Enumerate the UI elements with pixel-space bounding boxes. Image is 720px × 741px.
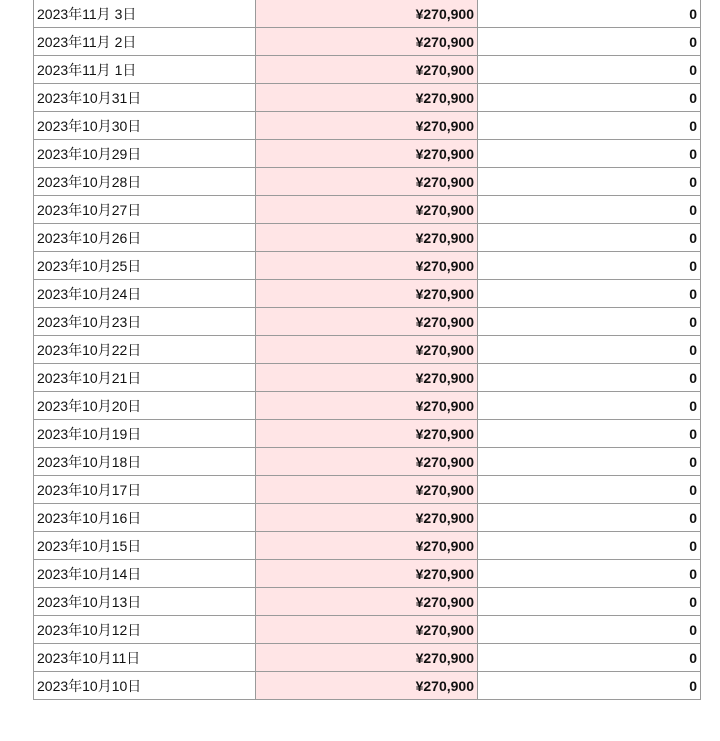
- count-cell: 0: [478, 588, 701, 616]
- amount-cell: ¥270,900: [256, 84, 478, 112]
- date-cell: 2023年10月25日: [34, 252, 256, 280]
- count-cell: 0: [478, 392, 701, 420]
- table-row: [34, 28, 701, 56]
- amount-cell: ¥270,900: [256, 252, 478, 280]
- amount-cell: ¥270,900: [256, 336, 478, 364]
- count-cell: 0: [478, 364, 701, 392]
- count-cell: 0: [478, 560, 701, 588]
- count-cell: 0: [478, 112, 701, 140]
- amount-cell: ¥270,900: [256, 224, 478, 252]
- table-row: [34, 196, 701, 224]
- table-row: [34, 588, 701, 616]
- amount-cell: ¥270,900: [256, 616, 478, 644]
- count-cell: 0: [478, 616, 701, 644]
- table-row: [34, 476, 701, 504]
- date-cell: 2023年10月31日: [34, 84, 256, 112]
- table-row: [34, 672, 701, 700]
- amount-cell: ¥270,900: [256, 644, 478, 672]
- table-row: [34, 448, 701, 476]
- count-cell: 0: [478, 644, 701, 672]
- amount-cell: ¥270,900: [256, 28, 478, 56]
- table-row: [34, 308, 701, 336]
- table-row: [34, 644, 701, 672]
- date-cell: 2023年10月26日: [34, 224, 256, 252]
- date-cell: 2023年10月15日: [34, 532, 256, 560]
- table-row: [34, 392, 701, 420]
- table-row: [34, 168, 701, 196]
- amount-cell: ¥270,900: [256, 168, 478, 196]
- date-cell: 2023年10月21日: [34, 364, 256, 392]
- amount-cell: ¥270,900: [256, 0, 478, 28]
- date-cell: 2023年10月19日: [34, 420, 256, 448]
- table-row: [34, 84, 701, 112]
- amount-cell: ¥270,900: [256, 672, 478, 700]
- table-row: [34, 420, 701, 448]
- table-row: [34, 112, 701, 140]
- count-cell: 0: [478, 532, 701, 560]
- count-cell: 0: [478, 420, 701, 448]
- table-row: [34, 56, 701, 84]
- date-cell: 2023年10月10日: [34, 672, 256, 700]
- date-cell: 2023年10月23日: [34, 308, 256, 336]
- count-cell: 0: [478, 280, 701, 308]
- date-cell: 2023年10月12日: [34, 616, 256, 644]
- date-cell: 2023年10月22日: [34, 336, 256, 364]
- count-cell: 0: [478, 252, 701, 280]
- date-cell: 2023年10月16日: [34, 504, 256, 532]
- date-cell: 2023年10月17日: [34, 476, 256, 504]
- amount-cell: ¥270,900: [256, 420, 478, 448]
- count-cell: 0: [478, 336, 701, 364]
- count-cell: 0: [478, 224, 701, 252]
- date-cell: 2023年10月24日: [34, 280, 256, 308]
- date-cell: 2023年11月 1日: [34, 56, 256, 84]
- amount-cell: ¥270,900: [256, 476, 478, 504]
- ledger-body: [34, 0, 701, 700]
- amount-cell: ¥270,900: [256, 532, 478, 560]
- date-cell: 2023年10月30日: [34, 112, 256, 140]
- amount-cell: ¥270,900: [256, 364, 478, 392]
- date-cell: 2023年10月11日: [34, 644, 256, 672]
- count-cell: 0: [478, 476, 701, 504]
- table-row: [34, 532, 701, 560]
- amount-cell: ¥270,900: [256, 560, 478, 588]
- table-row: [34, 224, 701, 252]
- amount-cell: ¥270,900: [256, 140, 478, 168]
- table-row: [34, 252, 701, 280]
- table-row: [34, 504, 701, 532]
- amount-cell: ¥270,900: [256, 588, 478, 616]
- count-cell: 0: [478, 84, 701, 112]
- table-row: [34, 616, 701, 644]
- count-cell: 0: [478, 140, 701, 168]
- amount-cell: ¥270,900: [256, 448, 478, 476]
- count-cell: 0: [478, 56, 701, 84]
- count-cell: 0: [478, 196, 701, 224]
- amount-cell: ¥270,900: [256, 112, 478, 140]
- table-row: [34, 336, 701, 364]
- count-cell: 0: [478, 448, 701, 476]
- amount-cell: ¥270,900: [256, 392, 478, 420]
- table-row: [34, 280, 701, 308]
- date-cell: 2023年11月 3日: [34, 0, 256, 28]
- table-row: [34, 140, 701, 168]
- date-cell: 2023年10月28日: [34, 168, 256, 196]
- amount-cell: ¥270,900: [256, 280, 478, 308]
- count-cell: 0: [478, 28, 701, 56]
- count-cell: 0: [478, 504, 701, 532]
- date-cell: 2023年11月 2日: [34, 28, 256, 56]
- table-row: [34, 364, 701, 392]
- date-cell: 2023年10月18日: [34, 448, 256, 476]
- amount-cell: ¥270,900: [256, 196, 478, 224]
- count-cell: 0: [478, 672, 701, 700]
- date-cell: 2023年10月27日: [34, 196, 256, 224]
- amount-cell: ¥270,900: [256, 308, 478, 336]
- count-cell: 0: [478, 0, 701, 28]
- date-cell: 2023年10月14日: [34, 560, 256, 588]
- daily-ledger-table: [33, 0, 701, 700]
- date-cell: 2023年10月20日: [34, 392, 256, 420]
- date-cell: 2023年10月13日: [34, 588, 256, 616]
- amount-cell: ¥270,900: [256, 56, 478, 84]
- amount-cell: ¥270,900: [256, 504, 478, 532]
- date-cell: 2023年10月29日: [34, 140, 256, 168]
- count-cell: 0: [478, 168, 701, 196]
- count-cell: 0: [478, 308, 701, 336]
- table-row: [34, 560, 701, 588]
- table-row: [34, 0, 701, 28]
